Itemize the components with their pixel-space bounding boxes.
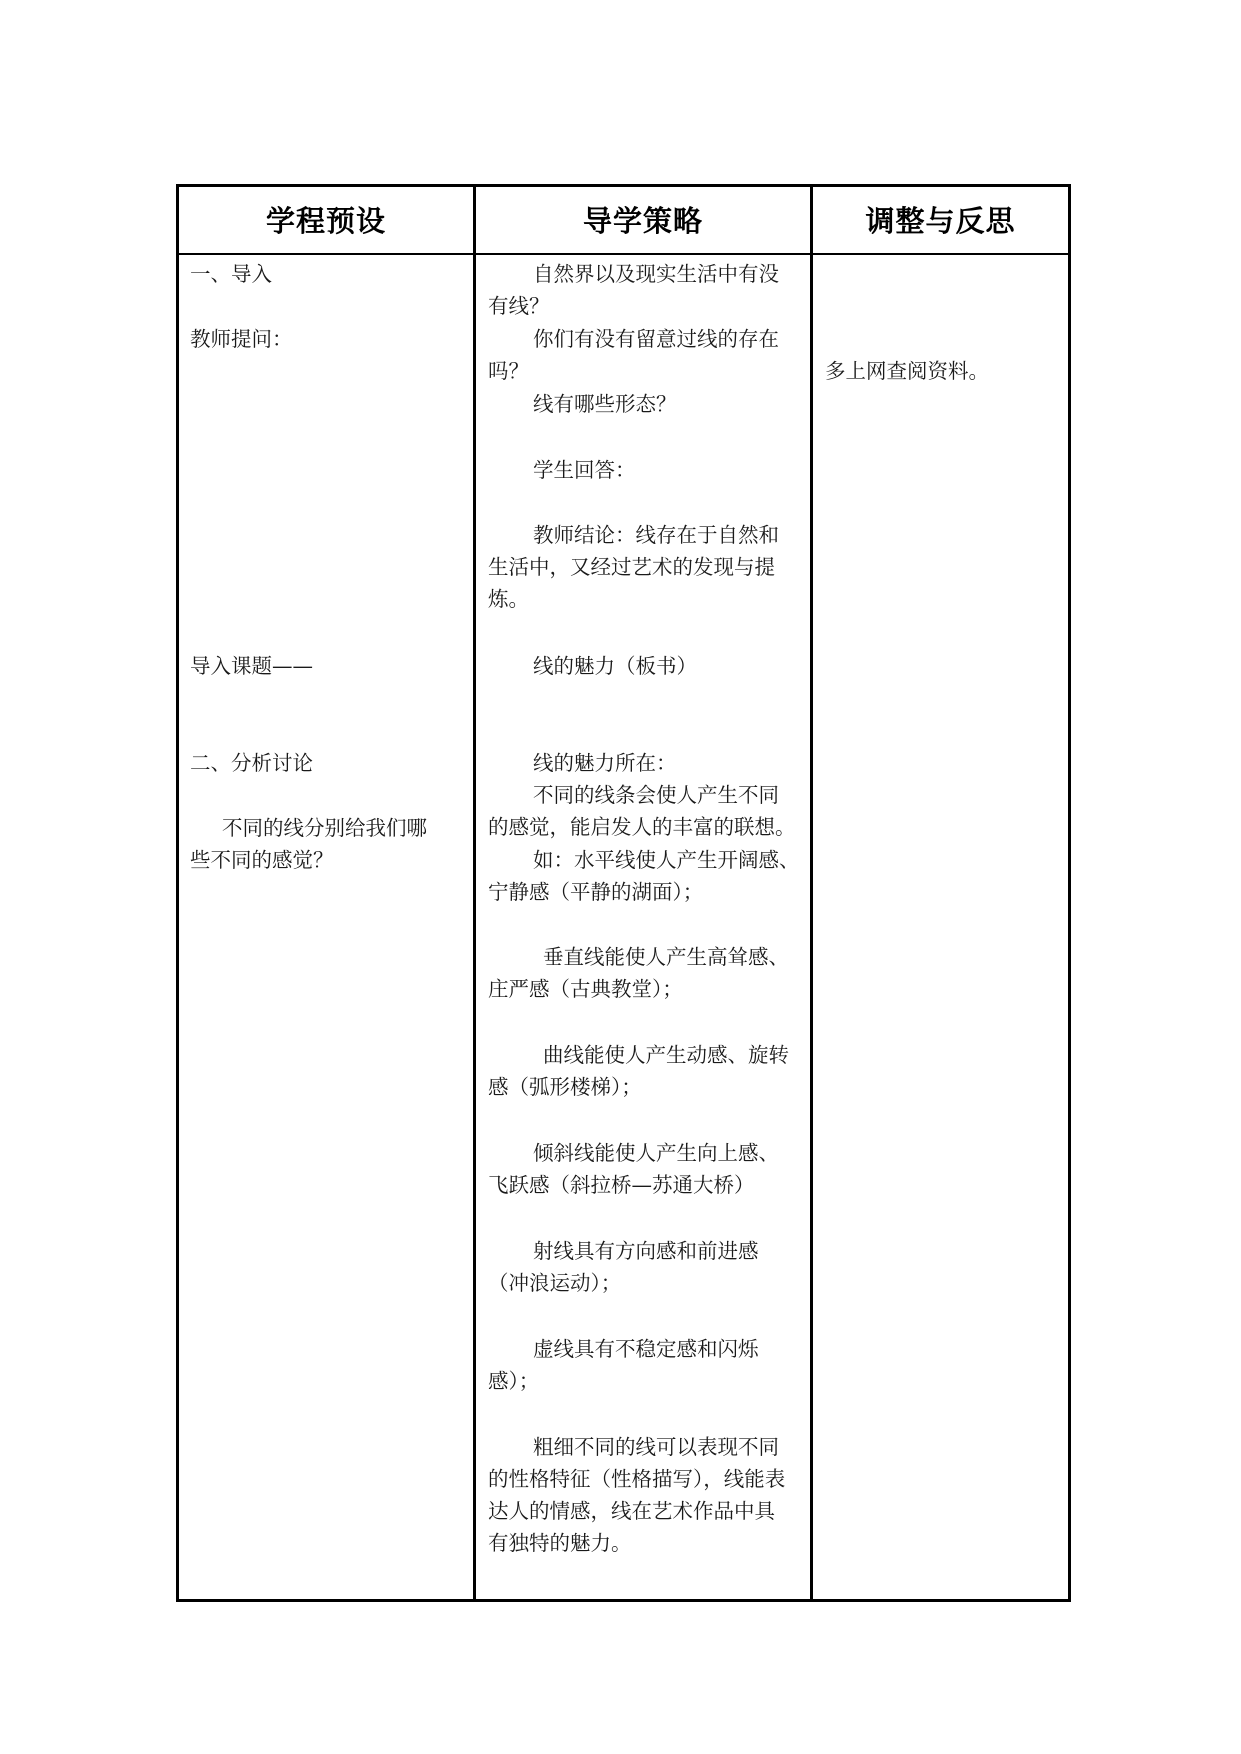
strategy-text: 达人的情感，线在艺术作品中具: [488, 1499, 775, 1523]
strategy-text: 学生回答：: [533, 458, 636, 482]
header-guidance-strategy: 导学策略: [582, 203, 703, 238]
strategy-text: 虚线具有不稳定感和闪烁: [533, 1337, 759, 1361]
column-divider-1: [473, 184, 476, 1602]
discussion-question-line2: 些不同的感觉？: [190, 848, 334, 872]
strategy-text: （冲浪运动）；: [488, 1271, 622, 1295]
strategy-text: 飞跃感（斜拉桥—苏通大桥）: [488, 1173, 755, 1197]
lead-topic: 导入课题——: [190, 654, 313, 678]
strategy-text: 庄严感（古典教堂）；: [488, 977, 683, 1001]
strategy-text: 感（弧形楼梯）；: [488, 1075, 642, 1099]
teacher-question: 教师提问：: [190, 327, 293, 351]
strategy-text: 吗？: [488, 359, 529, 383]
strategy-text: 如：水平线使人产生开阔感、: [533, 848, 800, 872]
strategy-text: 射线具有方向感和前进感: [533, 1239, 759, 1263]
strategy-text: 倾斜线能使人产生向上感、: [533, 1141, 779, 1165]
section-analysis: 二、分析讨论: [190, 751, 313, 775]
strategy-text: 的性格特征（性格描写），线能表: [488, 1467, 786, 1491]
strategy-text: 不同的线条会使人产生不同: [533, 783, 779, 807]
strategy-text: 宁静感（平静的湖面）；: [488, 880, 704, 904]
column-divider-2: [810, 184, 813, 1602]
table-border-bottom: [176, 1599, 1071, 1602]
strategy-text: 教师结论：线存在于自然和: [533, 523, 779, 547]
strategy-text: 线有哪些形态？: [533, 392, 677, 416]
strategy-text: 曲线能使人产生动感、旋转: [543, 1043, 789, 1067]
section-intro: 一、导入: [190, 262, 272, 286]
strategy-text: 线的魅力（板书）: [533, 654, 697, 678]
lesson-plan-table: [176, 184, 1071, 1602]
strategy-text: 线的魅力所在：: [533, 751, 677, 775]
header-adjustment-reflection: 调整与反思: [865, 203, 1016, 238]
reflection-note: 多上网查阅资料。: [825, 359, 989, 383]
strategy-text: 粗细不同的线可以表现不同: [533, 1435, 779, 1459]
strategy-text: 你们有没有留意过线的存在: [533, 327, 779, 351]
strategy-text: 的感觉，能启发人的丰富的联想。: [488, 815, 796, 839]
strategy-text: 垂直线能使人产生高耸感、: [543, 945, 789, 969]
strategy-text: 炼。: [488, 587, 529, 611]
strategy-text: 生活中，又经过艺术的发现与提: [488, 555, 775, 579]
discussion-question-line1: 不同的线分别给我们哪: [222, 816, 427, 840]
strategy-text: 感）；: [488, 1369, 540, 1393]
strategy-text: 有线？: [488, 294, 550, 318]
header-learning-plan: 学程预设: [265, 203, 386, 238]
strategy-text: 有独特的魅力。: [488, 1531, 632, 1555]
table-border-left: [176, 184, 179, 1602]
strategy-text: 自然界以及现实生活中有没: [533, 262, 779, 286]
table-border-right: [1068, 184, 1071, 1602]
